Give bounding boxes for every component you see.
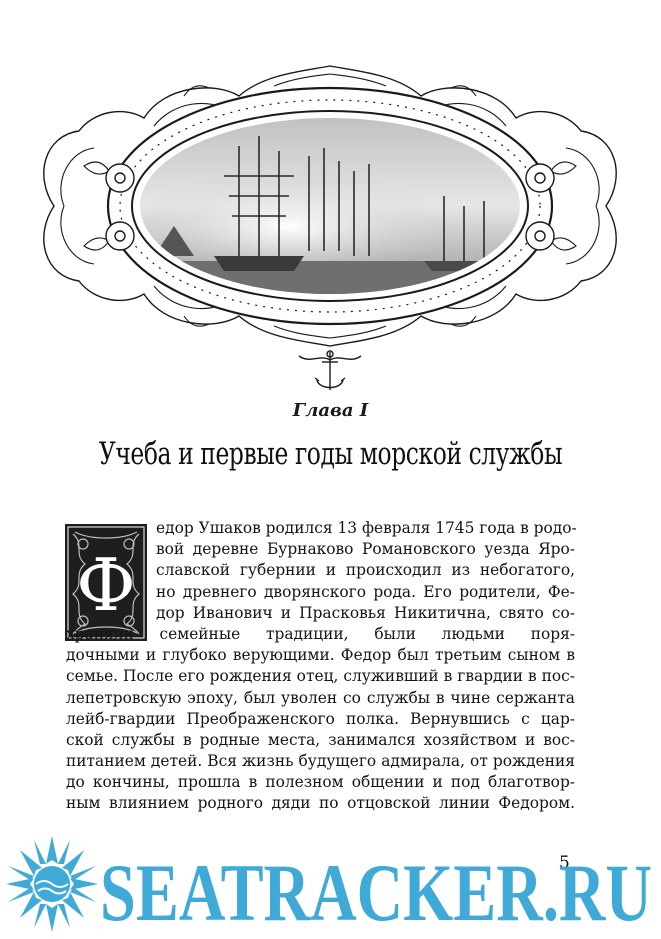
anchor-icon bbox=[295, 346, 365, 396]
text-line: питанием детей. Вся жизнь будущего адмирала, от рождения bbox=[66, 752, 575, 771]
text-line: дочными и глубоко верующими. Федор был третьим сыном в bbox=[66, 646, 575, 665]
text-line: но древнего дворянского рода. Его родители, Фе- bbox=[156, 582, 575, 601]
svg-text:SEATRACKER.RU: SEATRACKER.RU bbox=[100, 850, 652, 928]
text-line: лейб-гвардии Преображенского полка. Вернувшись с цар- bbox=[66, 709, 575, 728]
sun-logo-icon bbox=[4, 834, 100, 934]
chapter-label: Глава I bbox=[292, 400, 369, 421]
ornamental-frame-illustration bbox=[24, 56, 636, 356]
text-line: до кончины, прошла в полезном общении и под благотвор- bbox=[66, 773, 575, 792]
body-text bbox=[66, 518, 575, 815]
chapter-title: Учеба и первые годы морской службы bbox=[98, 436, 563, 472]
text-line: лепетровскую эпоху, был уволен со службы в чине сержанта bbox=[66, 688, 575, 707]
text-line: семье. После его рождения отец, служивший в гвардии в пос- bbox=[66, 667, 575, 686]
text-line: едор Ушаков родился 13 февраля 1745 года в родо- bbox=[156, 519, 577, 537]
text-line: ным влиянием родного дяди по отцовской линии Федором. bbox=[66, 794, 575, 813]
text-line: вой деревне Бурнаково Романовского уезда Яро- bbox=[156, 540, 575, 559]
svg-text:Ф: Ф bbox=[76, 543, 136, 627]
text-line: храняли семейные традиции, были людьми поря- bbox=[66, 624, 575, 643]
text-line: дор Иванович и Прасковья Никитична, свято со- bbox=[156, 603, 575, 622]
text-line: славской губернии и происходил из небогатого, bbox=[156, 561, 575, 580]
page-number: 5 bbox=[559, 853, 570, 873]
text-line: ской службы в родные места, занимался хозяйством и вос- bbox=[66, 730, 575, 749]
watermark-logo bbox=[98, 850, 658, 928]
